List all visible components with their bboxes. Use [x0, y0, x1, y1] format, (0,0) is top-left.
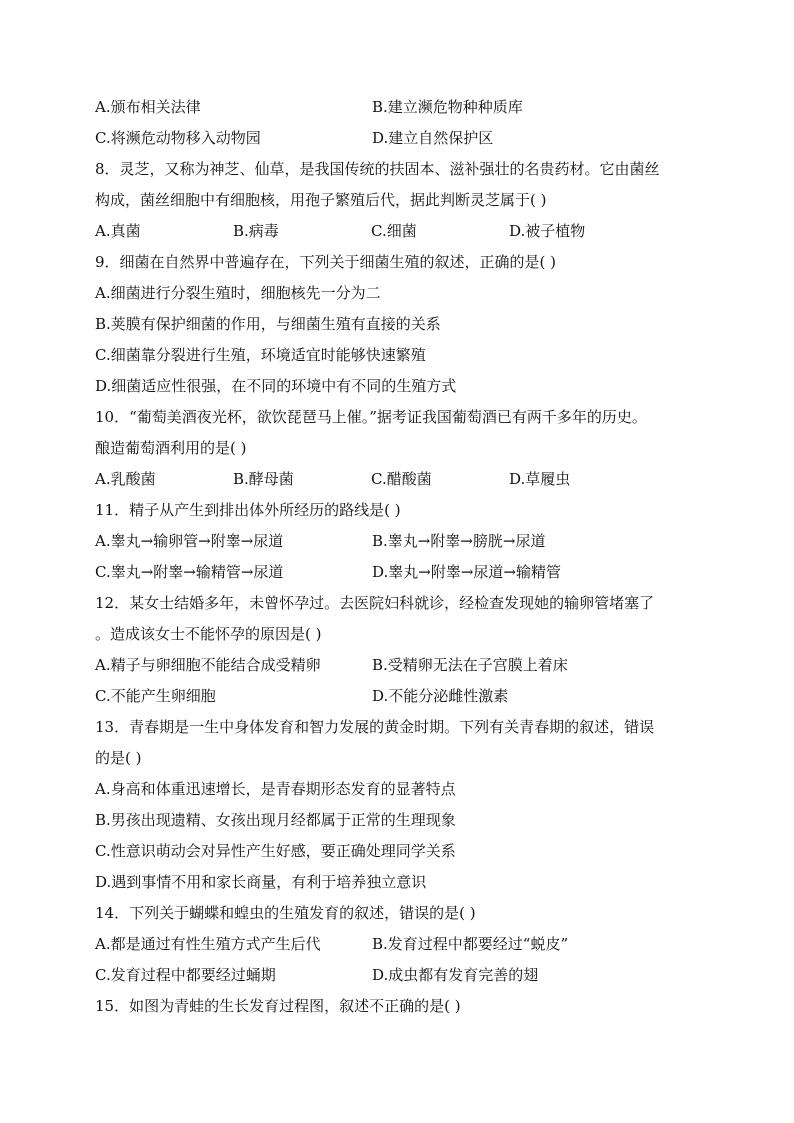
q12-option-c: C.不能产生卵细胞 [95, 687, 216, 705]
q14-stem-line-1: 14．下列关于蝴蝶和蝗虫的生殖发育的叙述，错误的是( ) [95, 904, 476, 922]
q14-options-row-1 [95, 929, 705, 960]
q11-option-b: B.睾丸→附睾→膀胱→尿道 [372, 532, 546, 550]
q12-stem-line-2: 。造成该女士不能怀孕的原因是( ) [95, 625, 322, 643]
q10-option-c: C.醋酸菌 [371, 470, 432, 488]
q8-options-row [95, 216, 705, 247]
q10-stem-line-1: 10．“葡萄美酒夜光杯，欲饮琵琶马上催。”据考证我国葡萄酒已有两千多年的历史。 [95, 408, 647, 426]
q9-option-b: B.荚膜有保护细菌的作用，与细菌生殖有直接的关系 [95, 315, 441, 333]
q12-options-row-2 [95, 681, 705, 712]
q8-stem-line-2: 构成，菌丝细胞中有细胞核，用孢子繁殖后代，据此判断灵芝属于( ) [95, 191, 547, 209]
q14-option-b: B.发育过程中都要经过“蜕皮” [372, 935, 569, 953]
q9-option-d: D.细菌适应性很强，在不同的环境中有不同的生殖方式 [95, 377, 457, 395]
q12-option-a: A.精子与卵细胞不能结合成受精卵 [95, 656, 321, 674]
q7-option-b: B.建立濒危物种种质库 [372, 98, 523, 116]
q11-stem-line-1: 11．精子从产生到排出体外所经历的路线是( ) [95, 501, 401, 519]
q7-options-row-2 [95, 123, 705, 154]
q10-option-b: B.酵母菌 [233, 470, 294, 488]
q14-option-a: A.都是通过有性生殖方式产生后代 [95, 935, 321, 953]
q7-option-d: D.建立自然保护区 [372, 129, 494, 147]
q8-stem-line-1: 8．灵芝，又称为神芝、仙草，是我国传统的扶固本、滋补强壮的名贵药材。它由菌丝 [95, 160, 660, 178]
question-list [95, 92, 705, 1022]
q13-option-d: D.遇到事情不用和家长商量，有利于培养独立意识 [95, 873, 427, 891]
q11-options-row-2 [95, 557, 705, 588]
q7-options-row-1 [95, 92, 705, 123]
q14-option-d: D.成虫都有发育完善的翅 [372, 966, 539, 984]
q9-option-a: A.细菌进行分裂生殖时，细胞核先一分为二 [95, 284, 381, 302]
q8-option-c: C.细菌 [371, 222, 417, 240]
q7-option-a: A.颁布相关法律 [95, 98, 201, 116]
q8-option-a: A.真菌 [95, 222, 141, 240]
q11-options-row-1 [95, 526, 705, 557]
q13-option-a: A.身高和体重迅速增长，是青春期形态发育的显著特点 [95, 780, 456, 798]
q9-stem-line-1: 9．细菌在自然界中普遍存在，下列关于细菌生殖的叙述，正确的是( ) [95, 253, 557, 271]
q8-option-b: B.病毒 [233, 222, 279, 240]
q12-option-b: B.受精卵无法在子宫膜上着床 [372, 656, 568, 674]
q13-stem-line-2: 的是( ) [95, 749, 142, 767]
q9-option-c: C.细菌靠分裂进行生殖，环境适宜时能够快速繁殖 [95, 346, 426, 364]
q8-option-d: D.被子植物 [509, 222, 586, 240]
q12-options-row-1 [95, 650, 705, 681]
q10-stem-line-2: 酿造葡萄酒利用的是( ) [95, 439, 247, 457]
q14-option-c: C.发育过程中都要经过蛹期 [95, 966, 276, 984]
q12-option-d: D.不能分泌雌性激素 [372, 687, 509, 705]
q12-stem-line-1: 12．某女士结婚多年，未曾怀孕过。去医院妇科就诊，经检查发现她的输卵管堵塞了 [95, 594, 655, 612]
q11-option-d: D.睾丸→附睾→尿道→输精管 [372, 563, 561, 581]
q10-option-d: D.草履虫 [509, 470, 571, 488]
q11-option-c: C.睾丸→附睾→输精管→尿道 [95, 563, 284, 581]
q7-option-c: C.将濒危动物移入动物园 [95, 129, 261, 147]
q10-options-row [95, 464, 705, 495]
q15-stem-line-1: 15．如图为青蛙的生长发育过程图，叙述不正确的是( ) [95, 997, 461, 1015]
q13-stem-line-1: 13．青春期是一生中身体发育和智力发展的黄金时期。下列有关青春期的叙述，错误 [95, 718, 655, 736]
q14-options-row-2 [95, 960, 705, 991]
q13-option-b: B.男孩出现遗精、女孩出现月经都属于正常的生理现象 [95, 811, 456, 829]
q13-option-c: C.性意识萌动会对异性产生好感，要正确处理同学关系 [95, 842, 456, 860]
q11-option-a: A.睾丸→输卵管→附睾→尿道 [95, 532, 284, 550]
q10-option-a: A.乳酸菌 [95, 470, 156, 488]
